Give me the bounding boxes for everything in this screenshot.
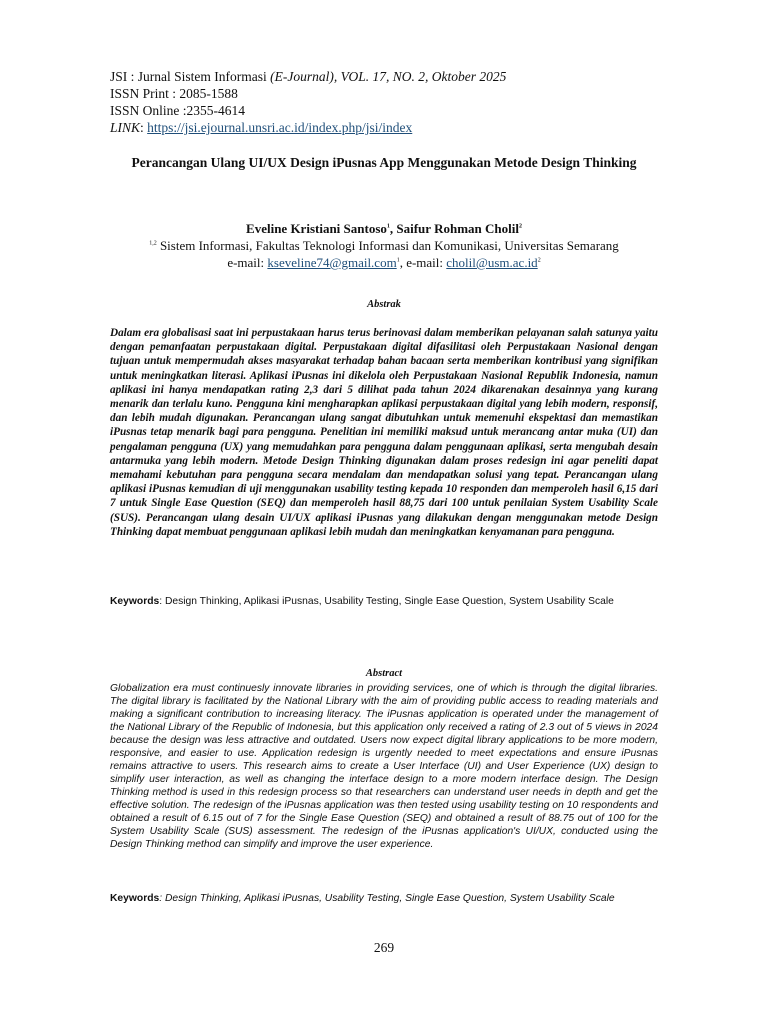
abstrak-heading: Abstrak bbox=[367, 299, 401, 310]
affiliation: $^{1,2}$ Sistem Informasi, Fakultas Teknologi Informasi dan Komunikasi, Universitas Semarang bbox=[149, 238, 619, 253]
journal-url-link[interactable]: https://jsi.ejournal.unsri.ac.id/index.php/jsi/index bbox=[147, 120, 413, 135]
page-number: 269 bbox=[373, 940, 395, 955]
issn-online: ISSN Online :2355-4614 bbox=[110, 103, 245, 118]
keywords-id: Keywords: Design Thinking, Aplikasi iPusnas, Usability Testing, Single Ease Question, System Usability Scale bbox=[110, 596, 614, 607]
email-link-1[interactable]: kseveline74@gmail.com bbox=[267, 255, 397, 270]
paper-title: Perancangan Ulang UI/UX Design iPusnas App Menggunakan Metode Design Thinking bbox=[131, 155, 637, 170]
keywords-en: Keywords: Design Thinking, Aplikasi iPusnas, Usability Testing, Single Ease Question, System Usability Scale bbox=[110, 893, 615, 904]
abstrak-body: Dalam era globalisasi saat ini perpustakaan harus terus berinovasi dalam memberikan pelayanan salah satunya yaitu dengan pemanfaatan perpustakaan digital. Perpustakaan digital difasilitasi oleh Perpustakaan Nasional dengan tujuan untuk mempermudah akses masyarakat terhadap bahan bacaan serta memberikan kontribusi yang signifikan untuk meningkatkan literasi. Aplikasi iPusnas ini dikelola oleh Perpustakaan Nasional Republik Indonesia, namun aplikasi ini hanya mendapatkan rating 2,3 dari 5 dilihat pada tahun 2024 dikarenakan desainnya yang kurang menarik dan terlalu kuno. Pengguna kini mengharapkan aplikasi perpustakaan digital yang lebih modern, responsif, dan lebih mudah digunakan. Perancangan ulang sangat dibutuhkan untuk memenuhi ekspektasi dan memastikan iPusnas tetap menarik bagi para pengguna. Penelitian ini memiliki maksud untuk merancang antar muka (UI) dan pengalaman pengguna (UX) yang memudahkan para pengguna dalam penggunaan aplikasi, serta mengubah desain antarmuka yang lebih modern. Metode Design Thinking digunakan dalam proses redesign ini agar peneliti dapat memahami kebutuhan para pengguna secara mendalam dan mendapatkan solusi yang tepat. Perancangan ulang aplikasi iPusnas kemudian di uji menggunakan usability testing kepada 10 responden dan memperoleh hasil 6,15 dari 7 untuk Single Ease Question (SEQ) dan memperoleh hasil 88,75 dari 100 untuk penilaian System Usability Scale (SUS). Perancangan ulang desain UI/UX aplikasi iPusnas yang dilakukan dengan menggunakan metode Design Thinking dapat membuat penggunaan aplikasi lebih mudah dan meningkatkan kenyamanan para pengguna. bbox=[110, 327, 658, 538]
email-link-2[interactable]: cholil@usm.ac.id bbox=[446, 255, 538, 270]
email-line: e-mail: kseveline74@gmail.com$^1$, e-mail: $cholil@usm.ac.id^2$ bbox=[227, 255, 541, 270]
author-block bbox=[100, 220, 668, 271]
journal-name: JSI : Jurnal Sistem Informasi (E-Journal), VOL. 17, NO. 2, Oktober 2025 bbox=[110, 69, 507, 84]
issn-print: ISSN Print : 2085-1588 bbox=[110, 86, 238, 101]
journal-link-line: LINK: https://jsi.ejournal.unsri.ac.id/index.php/jsi/index bbox=[110, 120, 413, 135]
abstract-body: Globalization era must continuesly innovate libraries in providing services, one of which is through the digital libraries. The digital library is facilitated by the National Library with the aim of providing public access to reading materials and making a significant contribution to increasing literacy. The iPusnas application is operated under the management of the National Library of the Republic of Indonesia, but this application only received a rating of 2.3 out of 5 views in 2024 because the design was less attractive and outdated. Users now expect digital library applications to be more modern, responsive, and easier to use. Application redesign is urgently needed to meet expectations and ensure iPusnas remains attractive to users. This research aims to create a User Interface (UI) and User Experience (UX) design to simplify user interaction, as well as changing the interface design to a more modern interface design. The Design Thinking method is used in this redesign process so that researchers can understand user needs in depth and get the effective solution. The redesign of the iPusnas application was then tested using usability testing on 10 respondents and obtained a result of 6.15 out of 7 for the Single Ease Question (SEQ) and obtained a result of 88.75 out of 100 for the System Usability Scale (SUS) assessment. The redesign of the iPusnas application's UI/UX, conducted using the Design Thinking method can simplify and improve the user experience. bbox=[110, 683, 658, 850]
author-names: Eveline Kristiani Santoso$^1$, Saifur Rohman Cholil$^2$ bbox=[246, 221, 522, 236]
abstract-heading: Abstract bbox=[365, 668, 403, 679]
journal-header bbox=[110, 68, 506, 136]
